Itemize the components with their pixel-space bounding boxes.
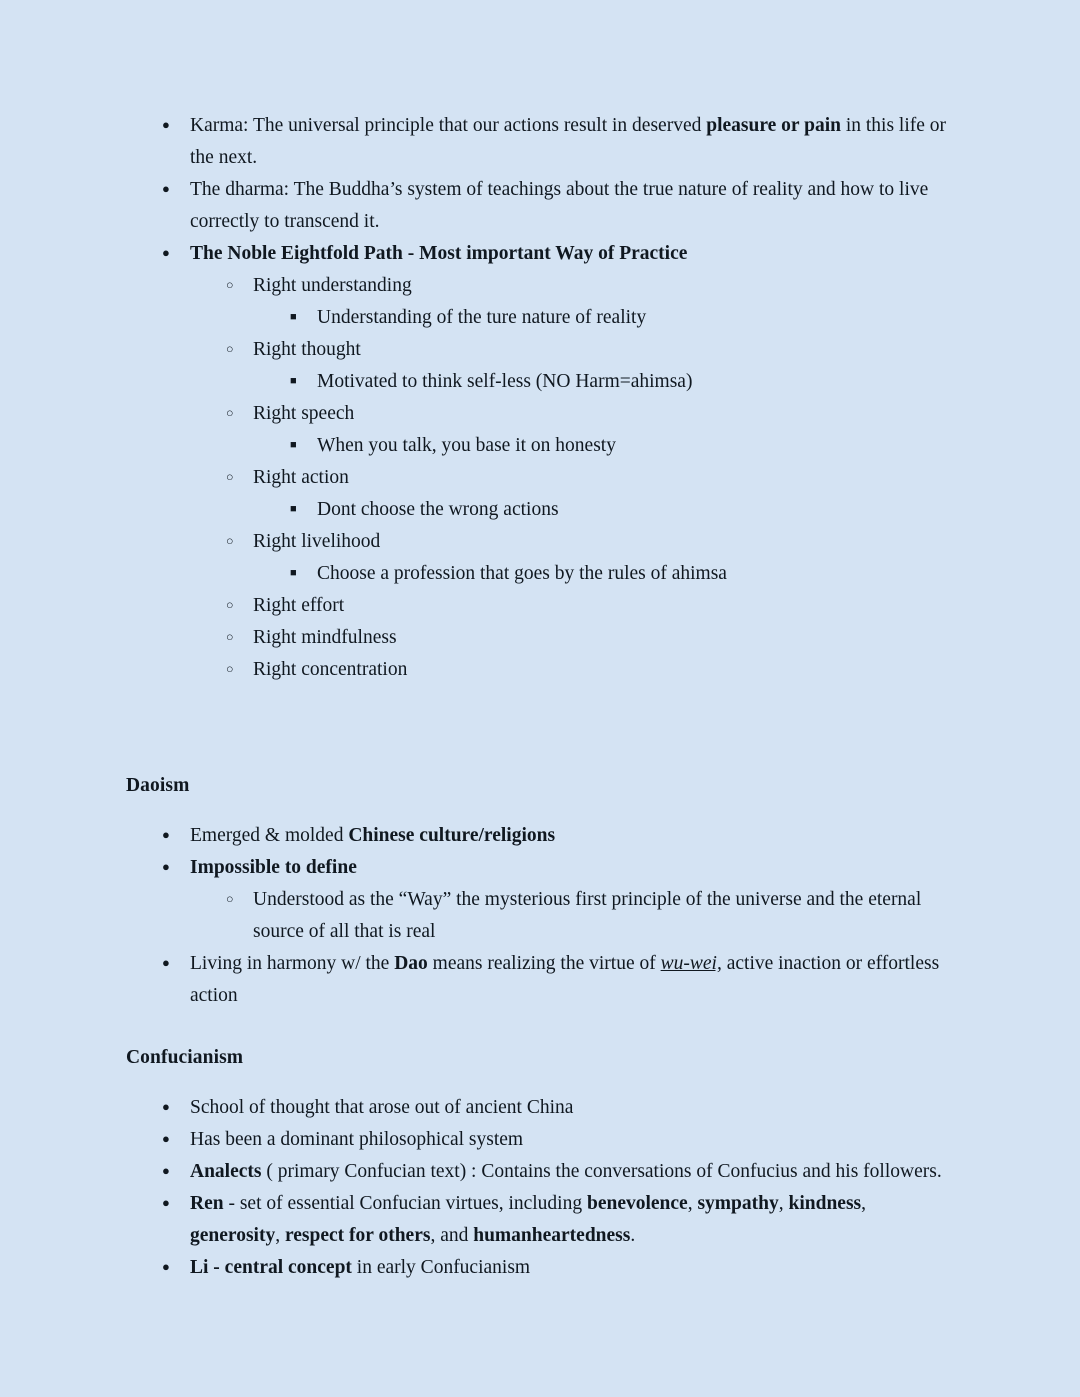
text-run: The dharma: The Buddha’s system of teachings about the true nature of reality and how to live correctly to transcend it. <box>190 179 929 232</box>
disc-bullet-icon <box>162 1092 190 1125</box>
circle-bullet-icon <box>226 526 254 559</box>
disc-bullet-icon <box>162 948 190 981</box>
text-run: in this life or the next. <box>190 115 947 168</box>
list-item <box>226 270 950 302</box>
circle-bullet-icon <box>226 270 254 303</box>
list-item-text <box>253 884 950 948</box>
list-item-text: Right livelihood <box>253 531 381 552</box>
list-item-text: Right speech <box>253 403 355 424</box>
text-run: Analects <box>190 1161 262 1182</box>
text-run: , <box>778 1193 789 1214</box>
text-run: generosity <box>190 1225 276 1246</box>
list-item <box>290 494 950 526</box>
spacer <box>126 802 950 820</box>
list-item-text: Right effort <box>253 595 345 616</box>
text-run: Li - central concept <box>190 1257 352 1278</box>
square-bullet-icon <box>290 494 318 528</box>
circle-bullet-icon <box>226 398 254 431</box>
circle-bullet-icon <box>226 590 254 623</box>
list-item <box>226 622 950 654</box>
disc-bullet-icon <box>162 1156 190 1189</box>
disc-bullet-icon <box>162 110 190 143</box>
list-item-text <box>190 1092 950 1124</box>
list-item-text: When you talk, you base it on honesty <box>317 435 616 456</box>
spacer <box>126 686 950 770</box>
text-run: benevolence <box>586 1193 688 1214</box>
text-run: , and <box>430 1225 474 1246</box>
disc-bullet-icon <box>162 238 190 271</box>
disc-bullet-icon <box>162 1252 190 1285</box>
list-item-text: Right concentration <box>253 659 408 680</box>
text-run: , <box>687 1193 698 1214</box>
text-run: Has been a dominant philosophical system <box>190 1129 524 1150</box>
circle-bullet-icon <box>226 622 254 655</box>
text-run: means realizing the virtue of <box>427 953 661 974</box>
text-run: Impossible to define <box>190 857 357 878</box>
text-run: ( primary Confucian text) : Contains the conversations of Confucius and his followers. <box>261 1161 942 1182</box>
spacer <box>126 1012 950 1042</box>
disc-bullet-icon <box>162 852 190 885</box>
disc-bullet-icon <box>162 820 190 853</box>
list-item-text <box>190 238 950 270</box>
list-item-text: Choose a profession that goes by the rules of ahimsa <box>317 563 727 584</box>
list-item-text: Right thought <box>253 339 361 360</box>
text-run: kindness <box>788 1193 862 1214</box>
list-item <box>162 1188 950 1252</box>
text-run: respect for others <box>284 1225 431 1246</box>
square-bullet-icon <box>290 558 318 592</box>
list-item <box>226 654 950 686</box>
text-run: wu-wei, <box>660 953 722 974</box>
daoism-list <box>126 820 950 1012</box>
list-item <box>162 852 950 884</box>
text-run: Dao <box>394 953 428 974</box>
list-item <box>162 174 950 238</box>
section-heading-confucianism: Confucianism <box>126 1047 244 1068</box>
list-item <box>162 110 950 174</box>
list-item-text <box>190 948 950 1012</box>
list-item <box>226 462 950 494</box>
list-item-text: Understanding of the ture nature of reality <box>317 307 647 328</box>
text-run: Emerged & molded <box>190 825 349 846</box>
text-run: , <box>275 1225 285 1246</box>
list-item-text <box>190 1188 950 1252</box>
text-run: active inaction or effortless action <box>190 953 940 1006</box>
disc-bullet-icon <box>162 174 190 207</box>
circle-bullet-icon <box>226 654 254 687</box>
list-item-text <box>190 1124 950 1156</box>
text-run: Chinese culture/religions <box>348 825 556 846</box>
list-item <box>162 1156 950 1188</box>
text-run: Living in harmony w/ the <box>190 953 395 974</box>
text-run: humanheartedness <box>473 1225 631 1246</box>
text-run: sympathy <box>697 1193 779 1214</box>
text-run: . <box>630 1225 636 1246</box>
spacer <box>126 1074 950 1092</box>
list-item <box>162 948 950 1012</box>
list-item-text <box>190 110 950 174</box>
list-item <box>162 1124 950 1156</box>
text-run: , <box>861 1193 867 1214</box>
list-item <box>162 238 950 270</box>
text-run: - set of essential Confucian virtues, including <box>223 1193 587 1214</box>
list-item <box>290 430 950 462</box>
buddhism-list <box>126 110 950 270</box>
circle-bullet-icon <box>226 884 254 917</box>
list-item-text: Motivated to think self-less (NO Harm=ahimsa) <box>317 371 693 392</box>
square-bullet-icon <box>290 366 318 400</box>
list-item <box>226 526 950 558</box>
eightfold-path-list <box>126 270 950 686</box>
circle-bullet-icon <box>226 462 254 495</box>
list-item <box>290 558 950 590</box>
text-run: in early Confucianism <box>351 1257 531 1278</box>
square-bullet-icon <box>290 302 318 336</box>
list-item-text <box>190 1156 950 1188</box>
list-item-text <box>190 174 950 238</box>
list-item-text <box>190 1252 950 1284</box>
list-item <box>162 1092 950 1124</box>
confucianism-list <box>126 1092 950 1284</box>
list-item-text: Right action <box>253 467 349 488</box>
text-run: The Noble Eightfold Path - Most important Way of Practice <box>190 243 688 264</box>
list-item <box>162 820 950 852</box>
list-item <box>226 398 950 430</box>
list-item <box>290 302 950 334</box>
list-item <box>290 366 950 398</box>
list-item-text: Right mindfulness <box>253 627 397 648</box>
list-item <box>226 884 950 948</box>
list-item <box>226 590 950 622</box>
list-item-text: Dont choose the wrong actions <box>317 499 559 520</box>
text-run: Karma: The universal principle that our actions result in deserved <box>190 115 707 136</box>
text-run: School of thought that arose out of ancient China <box>190 1097 574 1118</box>
text-run: pleasure or pain <box>706 115 841 136</box>
list-item-text <box>190 820 950 852</box>
list-item <box>162 1252 950 1284</box>
square-bullet-icon <box>290 430 318 464</box>
circle-bullet-icon <box>226 334 254 367</box>
disc-bullet-icon <box>162 1124 190 1157</box>
list-item-text <box>190 852 950 884</box>
disc-bullet-icon <box>162 1188 190 1221</box>
text-run: Understood as the “Way” the mysterious first principle of the universe and the eternal source of all that is real <box>253 889 922 942</box>
list-item <box>226 334 950 366</box>
section-heading-daoism: Daoism <box>126 775 190 796</box>
list-item-text: Right understanding <box>253 275 412 296</box>
text-run: Ren <box>190 1193 224 1214</box>
